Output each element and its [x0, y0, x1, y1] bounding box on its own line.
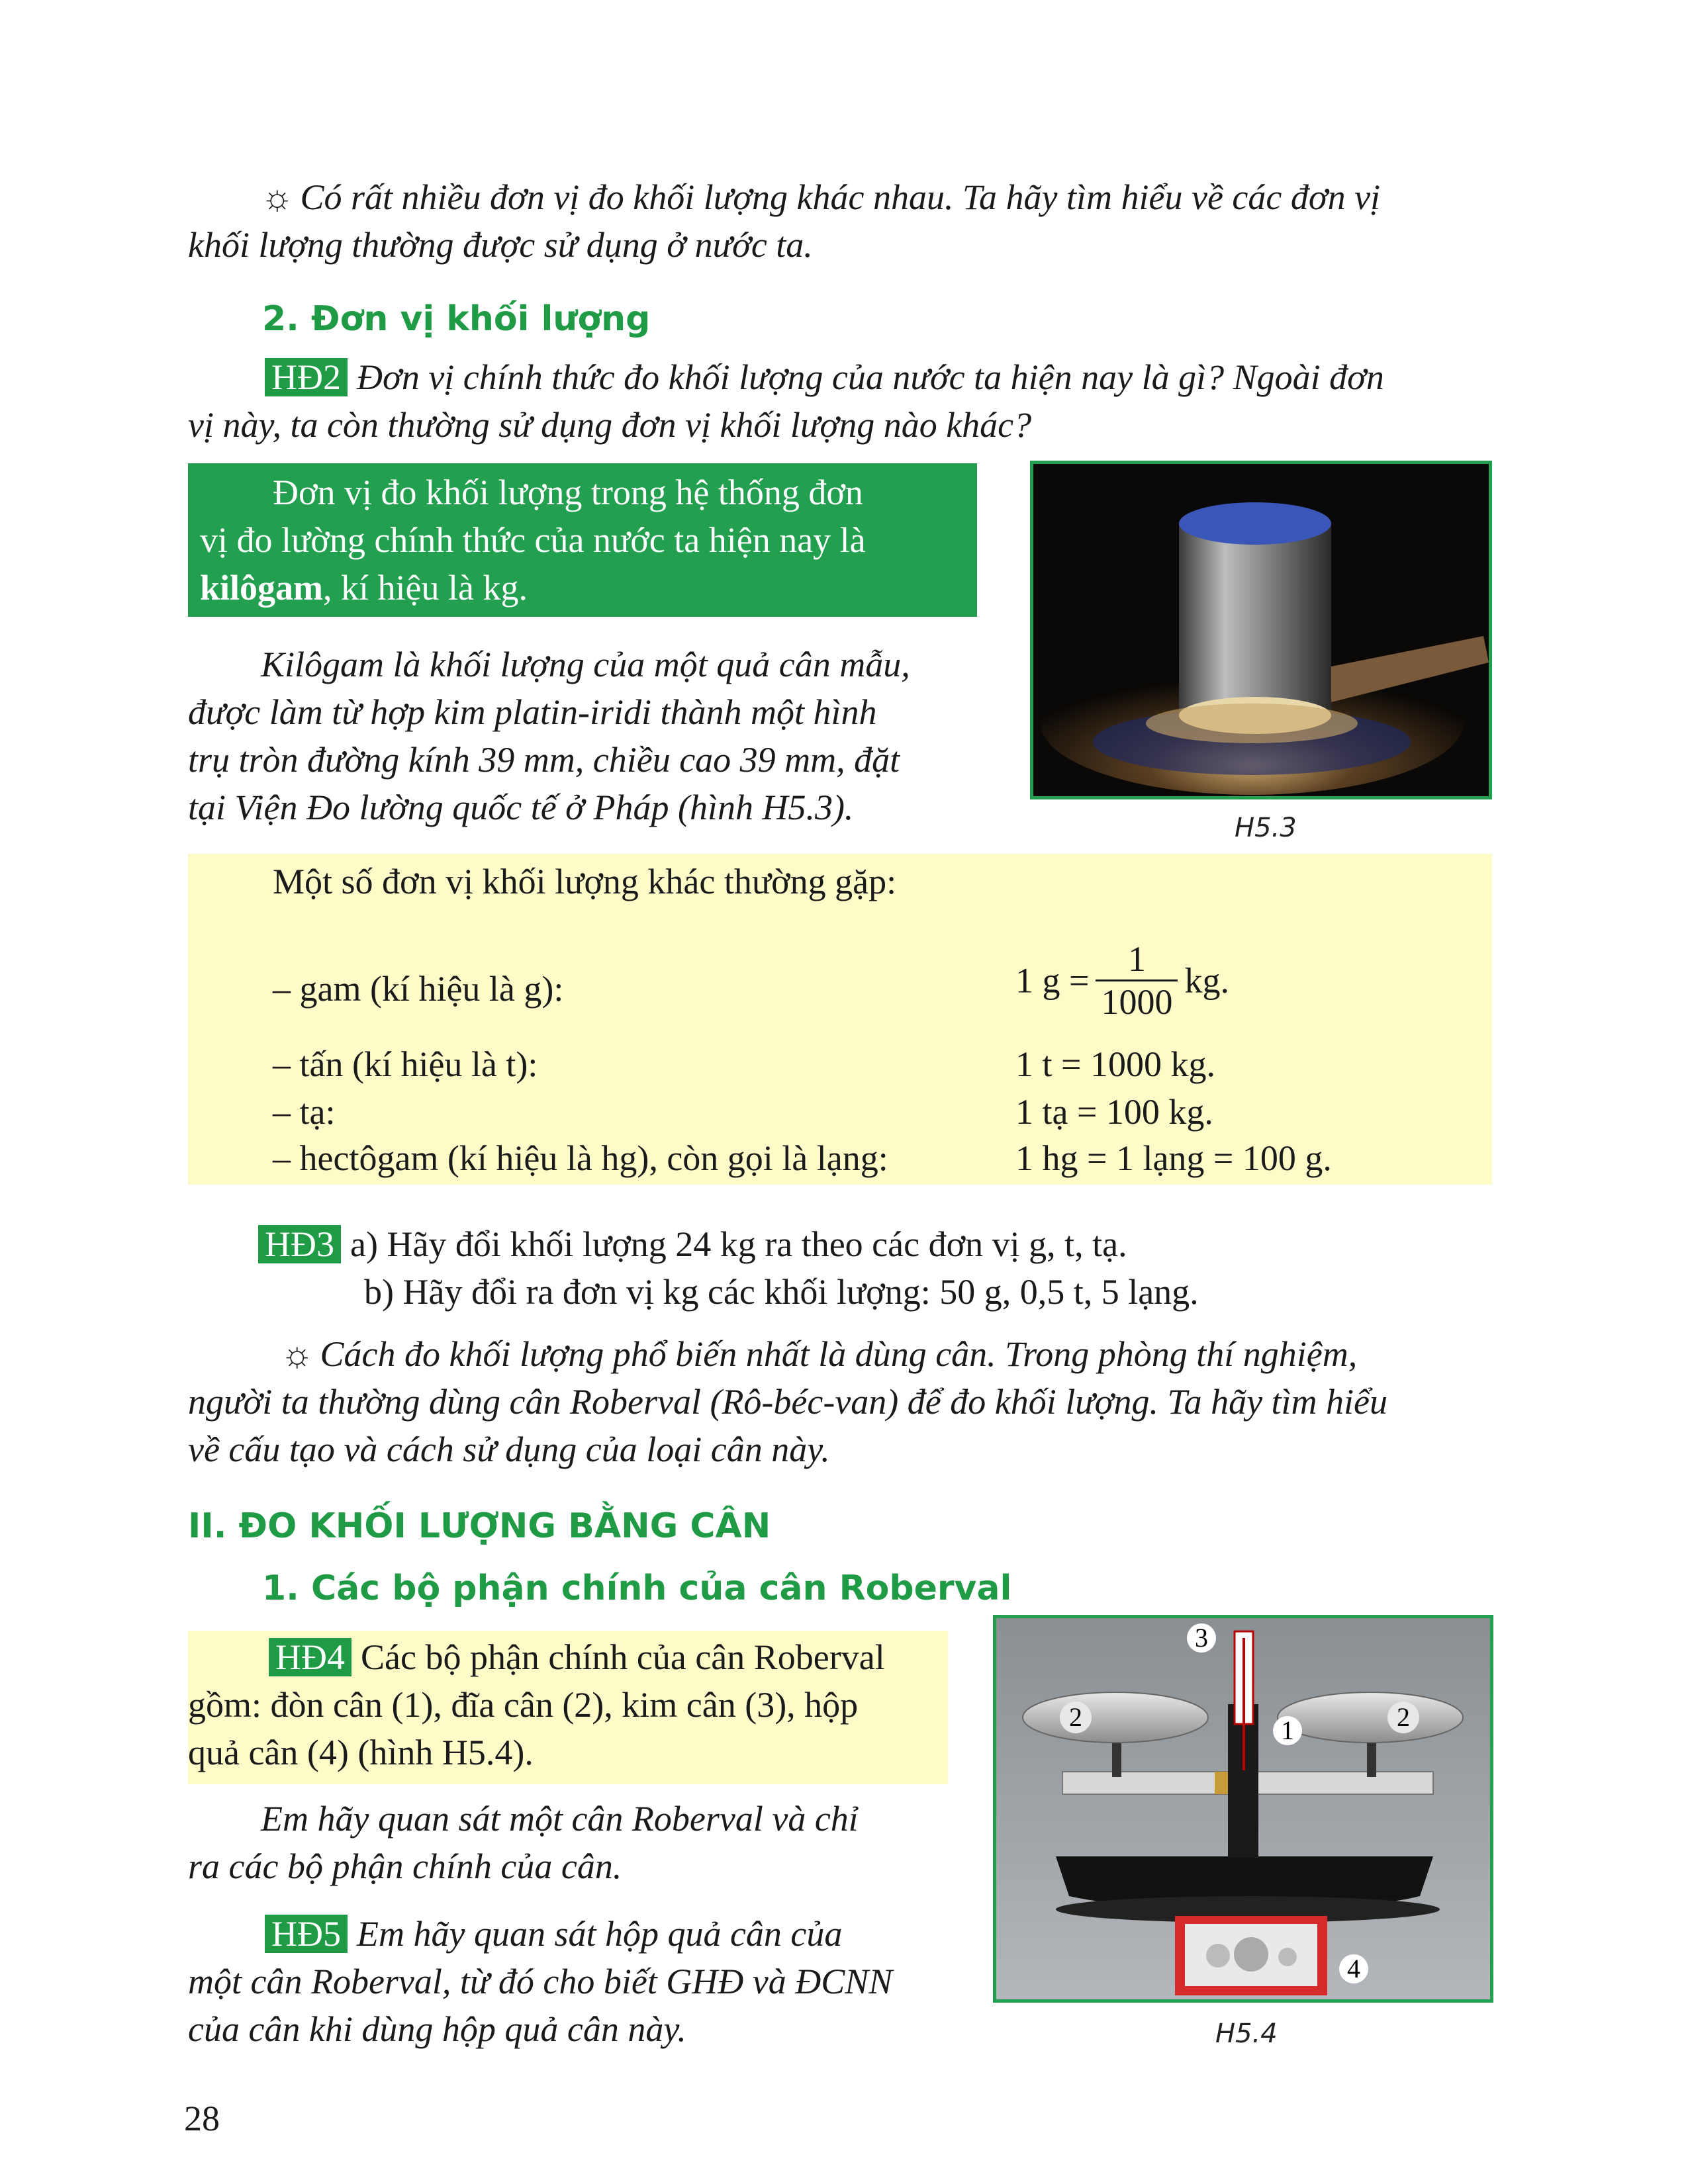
kg-desc-line-2: được làm từ hợp kim platin-iridi thành một hình	[188, 692, 877, 732]
hd2-tag: HĐ2	[265, 358, 348, 396]
hd5-line-1: Em hãy quan sát hộp quả cân của	[357, 1914, 843, 1954]
section-2-heading: 2. Đơn vị khối lượng	[262, 299, 651, 339]
intro-line-2: khối lượng thường được sử dụng ở nước ta.	[188, 225, 813, 265]
hd2-paragraph	[188, 353, 1491, 449]
label-4: 4	[1347, 1954, 1360, 1983]
unit-gram-name: – gam (kí hiệu là g):	[273, 969, 564, 1009]
kg-desc-line-1: Kilôgam là khối lượng của một quả cân mẫu,	[261, 645, 910, 684]
hd3-part-a: a) Hãy đổi khối lượng 24 kg ra theo các đơn vị g, t, tạ.	[350, 1224, 1127, 1264]
hd3-tag: HĐ3	[258, 1225, 341, 1263]
figure-h54-caption: H5.4	[1215, 2019, 1278, 2049]
definition-line-1: Đơn vị đo khối lượng trong hệ thống đơn	[273, 473, 863, 512]
intro-paragraph	[188, 173, 1491, 269]
figure-h53-caption: H5.3	[1235, 813, 1297, 843]
hd4-tag: HĐ4	[269, 1638, 352, 1676]
hd5-line-2: một cân Roberval, từ đó cho biết GHĐ và ĐCNN	[188, 1962, 893, 2001]
unit-hectogram-eq: 1 hg = 1 lạng = 100 g.	[1015, 1138, 1332, 1178]
unit-quintal-name: – tạ:	[273, 1092, 336, 1132]
section-II-heading: II. ĐO KHỐI LƯỢNG BẰNG CÂN	[188, 1506, 771, 1546]
fraction-denominator: 1000	[1101, 982, 1173, 1022]
fraction-numerator: 1	[1096, 938, 1178, 981]
hd4-line-3: quả cân (4) (hình H5.4).	[188, 1733, 534, 1772]
observe-line-1: Em hãy quan sát một cân Roberval và chỉ	[261, 1799, 859, 1839]
balance-intro-line-3: về cấu tạo và cách sử dụng của loại cân này.	[188, 1430, 830, 1469]
balance-intro-line-2: người ta thường dùng cân Roberval (Rô-béc-van) để đo khối lượng. Ta hãy tìm hiểu	[188, 1382, 1388, 1422]
intro-line-1: Có rất nhiều đơn vị đo khối lượng khác nhau. Ta hãy tìm hiểu về các đơn vị	[300, 177, 1381, 217]
hd4-line-1: Các bộ phận chính của cân Roberval	[361, 1637, 885, 1677]
hd5-line-3: của cân khi dùng hộp quả cân này.	[188, 2009, 686, 2049]
gram-fraction	[1096, 938, 1178, 1023]
balance-intro-paragraph	[188, 1330, 1491, 1473]
unit-ton-name: – tấn (kí hiệu là t):	[273, 1044, 538, 1084]
figure-h53-prototype-kilogram	[1030, 461, 1492, 799]
hd5-tag: HĐ5	[265, 1915, 348, 1953]
balance-intro-line-1: Cách đo khối lượng phổ biến nhất là dùng cân. Trong phòng thí nghiệm,	[320, 1334, 1358, 1374]
prototype-kilogram-image	[1033, 464, 1489, 796]
kilogram-description	[188, 641, 982, 831]
definition-box	[188, 463, 977, 617]
label-2-left: 2	[1069, 1702, 1082, 1732]
definition-line-3: , kí hiệu là kg.	[323, 568, 528, 608]
hd3-part-b: b) Hãy đổi ra đơn vị kg các khối lượng: 50 g, 0,5 t, 5 lạng.	[364, 1272, 1199, 1312]
hd5-paragraph	[188, 1910, 943, 2053]
hd3-paragraph	[258, 1220, 1489, 1316]
sun-icon-2: ☼	[281, 1334, 314, 1374]
gram-eq-lhs: 1 g =	[1015, 960, 1090, 1001]
hd2-line-2: vị này, ta còn thường sử dụng đơn vị khối lượng nào khác?	[188, 405, 1032, 445]
label-1: 1	[1281, 1715, 1294, 1745]
figure-h54-roberval-balance	[993, 1615, 1493, 2003]
hd4-line-2: gồm: đòn cân (1), đĩa cân (2), kim cân (3), hộp	[188, 1685, 859, 1725]
kg-desc-line-4: tại Viện Đo lường quốc tế ở Pháp (hình H5.3).	[188, 788, 854, 827]
unit-gram-eq	[1015, 938, 1229, 1023]
units-box-title: Một số đơn vị khối lượng khác thường gặp:	[273, 862, 897, 901]
unit-quintal-eq: 1 tạ = 100 kg.	[1015, 1092, 1213, 1132]
units-box	[188, 854, 1492, 1185]
page-number: 28	[184, 2099, 220, 2138]
hd4-box	[188, 1631, 948, 1784]
sun-icon: ☼	[261, 177, 294, 217]
kilogram-bold: kilôgam	[200, 568, 324, 608]
label-3: 3	[1195, 1623, 1208, 1653]
observe-paragraph	[188, 1795, 943, 1890]
label-2-right: 2	[1397, 1702, 1410, 1732]
section-II-1-heading: 1. Các bộ phận chính của cân Roberval	[262, 1569, 1012, 1608]
definition-line-2: vị đo lường chính thức của nước ta hiện nay là	[200, 520, 866, 560]
gram-eq-rhs: kg.	[1184, 960, 1229, 1001]
unit-hectogram-name: – hectôgam (kí hiệu là hg), còn gọi là lạng:	[273, 1138, 888, 1178]
hd2-line-1: Đơn vị chính thức đo khối lượng của nước ta hiện nay là gì? Ngoài đơn	[357, 357, 1384, 397]
kg-desc-line-3: trụ tròn đường kính 39 mm, chiều cao 39 mm, đặt	[188, 740, 900, 780]
roberval-balance-image	[996, 1618, 1490, 1999]
unit-ton-eq: 1 t = 1000 kg.	[1015, 1044, 1215, 1084]
observe-line-2: ra các bộ phận chính của cân.	[188, 1846, 622, 1886]
